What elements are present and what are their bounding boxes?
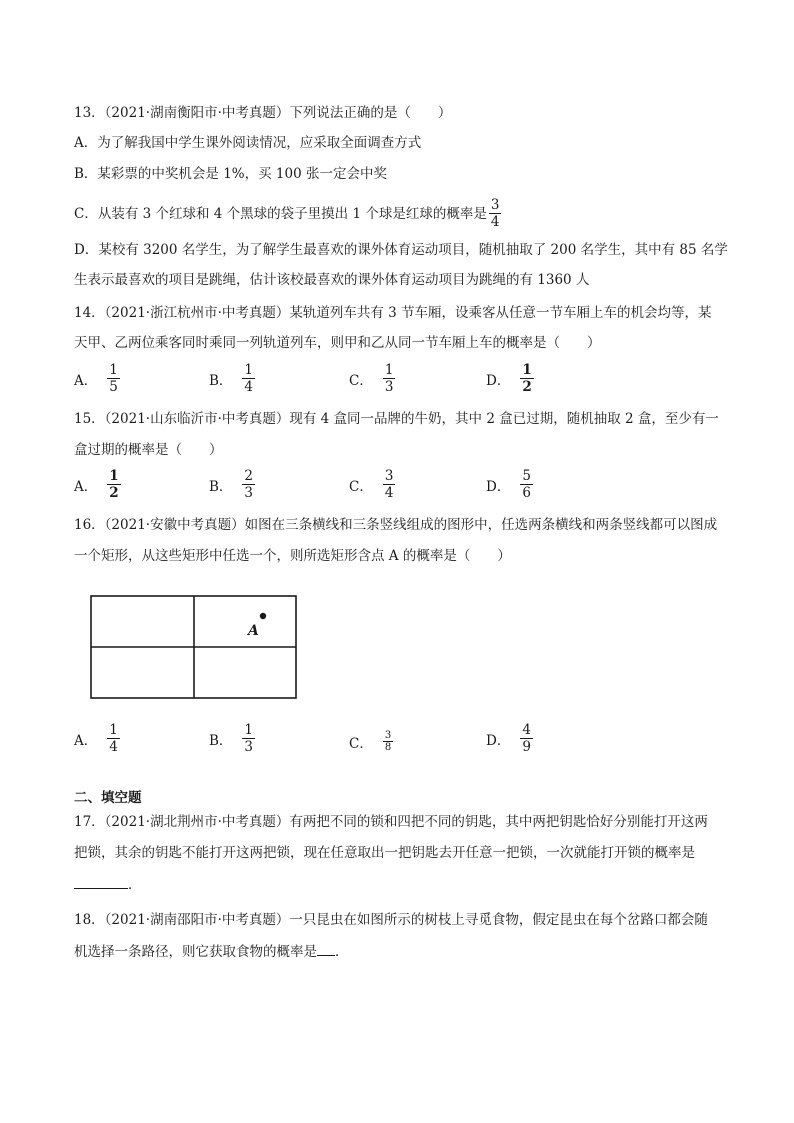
q14-option-d: [486, 362, 536, 395]
fraction-numerator: 3: [490, 197, 500, 213]
fraction-numerator: 1: [109, 362, 118, 378]
q16-stem-line2: 一个矩形，从这些矩形中任选一个，则所选矩形含点 A 的概率是（ ）: [74, 548, 511, 564]
point-a-label: A: [248, 623, 259, 639]
q15-option-c: [349, 468, 397, 501]
q17-answer-line: [74, 873, 142, 895]
answer-blank[interactable]: [317, 940, 335, 956]
q17-stem-line1: 17．（2021·湖北荆州市·中考真题）有两把不同的锁和四把不同的钥匙，其中两把钥匙恰好分别能打开这两: [74, 814, 708, 830]
q14-option-c: [349, 362, 397, 395]
option-label: B．: [209, 732, 233, 749]
fraction-denominator: 3: [244, 739, 254, 755]
fraction-numerator: 1: [244, 362, 254, 378]
q15-option-b: [209, 468, 257, 501]
fraction-denominator: 2: [522, 379, 532, 395]
q14-stem-line2: 天甲、乙两位乘客同时乘同一列轨道列车，则甲和乙从同一节车厢上车的概率是（ ）: [74, 335, 601, 351]
fraction-numerator: 4: [522, 722, 531, 738]
q16-option-c: [349, 730, 395, 753]
fraction-denominator: 2: [109, 485, 119, 501]
fraction-numerator: 3: [384, 468, 394, 484]
q13-option-c: [74, 197, 503, 230]
option-label: D．: [486, 732, 511, 749]
fraction-denominator: 4: [490, 214, 500, 230]
q13-option-c-text: C．从装有 3 个红球和 4 个黑球的袋子里摸出 1 个球是红球的概率是: [74, 205, 487, 222]
fraction-denominator: 3: [384, 379, 394, 395]
fraction-numerator: 5: [522, 468, 531, 484]
q16-stem-line1: 16．（2021·安徽中考真题）如图在三条横线和三条竖线组成的图形中，任选两条横线和两条竖线都可以图成: [74, 517, 718, 533]
option-label: A．: [74, 478, 98, 495]
q14-stem-line1: 14．（2021·浙江杭州市·中考真题）某轨道列车共有 3 节车厢，设乘客从任意一节车厢上车的机会均等，某: [74, 305, 712, 321]
option-label: C．: [349, 372, 373, 389]
fraction-numerator: 3: [384, 730, 392, 741]
fraction-denominator: 4: [244, 379, 254, 395]
option-label: C．: [349, 478, 373, 495]
fraction-numerator: 1: [109, 722, 118, 738]
fraction-denominator: 6: [522, 485, 531, 501]
option-label: B．: [209, 478, 233, 495]
fraction-numerator: 1: [244, 722, 254, 738]
q18-stem-line1: 18．（2021·湖南邵阳市·中考真题）一只昆虫在如图所示的树枝上寻觅食物，假定昆虫在每个岔路口都会随: [74, 912, 708, 928]
q18-stem-line2-text: 机选择一条路径，则它获取食物的概率是: [74, 944, 317, 960]
q17-stem-line2: 把锁，其余的钥匙不能打开这两把锁，现在任意取出一把钥匙去开任意一把锁，一次就能打开锁的概率是: [74, 845, 695, 861]
answer-blank[interactable]: [74, 873, 128, 889]
q16-option-d: [486, 722, 535, 755]
q13-option-d-line1: D．某校有 3200 名学生，为了解学生最喜欢的课外体育运动项目，随机抽取了 200 名学生，其中有 85 名学: [74, 242, 728, 258]
q15-option-a: [74, 468, 123, 501]
fraction-denominator: 3: [244, 485, 254, 501]
section-title-fill-in: 二、填空题: [74, 790, 142, 806]
q15-option-d: [486, 468, 535, 501]
fraction-numerator: 1: [384, 362, 394, 378]
q16-grid-figure: [88, 592, 300, 702]
q14-option-a: [74, 362, 122, 395]
fraction-denominator: 8: [384, 742, 392, 753]
q15-stem-line2: 盒过期的概率是（ ）: [74, 442, 223, 458]
q16-option-b: [209, 722, 257, 755]
q13-option-d-line2: 生表示最喜欢的项目是跳绳，估计该校最喜欢的课外体育运动项目为跳绳的有 1360 人: [74, 272, 590, 288]
option-label: A．: [74, 732, 98, 749]
option-label: D．: [486, 372, 511, 389]
q13-option-b: B．某彩票的中奖机会是 1%，买 100 张一定会中奖: [74, 166, 387, 182]
fraction-numerator: 1: [522, 362, 532, 378]
q15-stem-line1: 15．（2021·山东临沂市·中考真题）现有 4 盒同一品牌的牛奶，其中 2 盒已过期，随机抽取 2 盒，至少有一: [74, 411, 719, 427]
option-label: B．: [209, 372, 233, 389]
q18-stem-line2: [74, 940, 349, 962]
point-a-dot: [260, 613, 266, 619]
option-label: D．: [486, 478, 511, 495]
q18-period: ．: [335, 944, 349, 960]
fraction-denominator: 4: [384, 485, 394, 501]
q14-option-b: [209, 362, 257, 395]
option-label: A．: [74, 372, 98, 389]
q17-period: ．: [128, 877, 142, 893]
q13-stem: 13．（2021·湖南衡阳市·中考真题）下列说法正确的是（ ）: [74, 105, 452, 121]
fraction-denominator: 5: [109, 379, 118, 395]
q13-option-c-fraction: [489, 197, 502, 230]
q16-option-a: [74, 722, 122, 755]
fraction-numerator: 2: [244, 468, 254, 484]
fraction-denominator: 9: [522, 739, 531, 755]
fraction-numerator: 1: [109, 468, 119, 484]
option-label: C．: [349, 735, 373, 752]
fraction-denominator: 4: [109, 739, 118, 755]
q13-option-a: A．为了解我国中学生课外阅读情况，应采取全面调查方式: [74, 135, 422, 151]
